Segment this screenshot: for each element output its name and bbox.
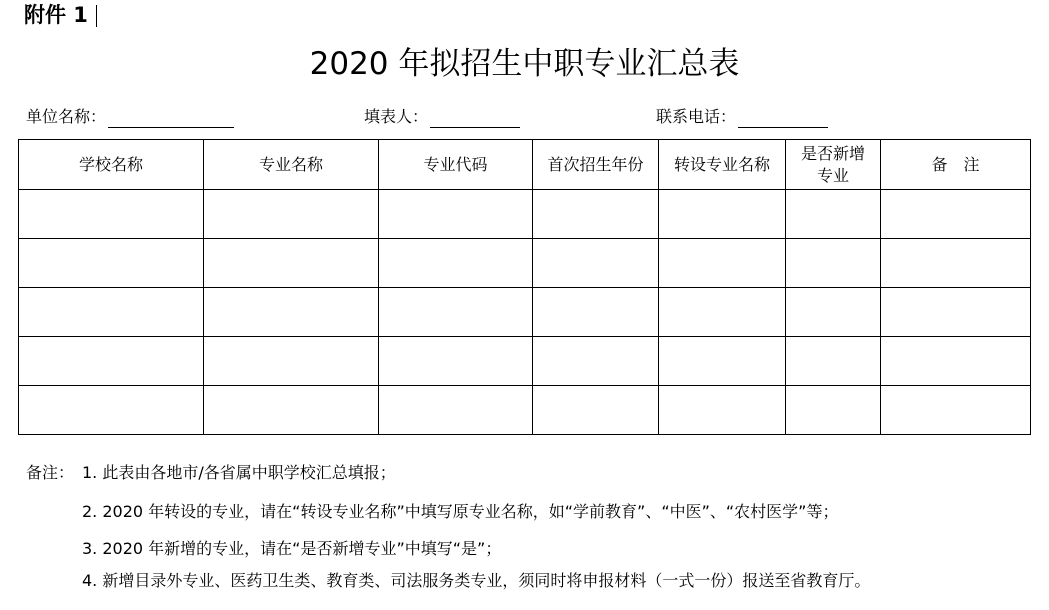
phone-field bbox=[656, 106, 828, 128]
table-cell[interactable] bbox=[659, 239, 786, 288]
table-cell[interactable] bbox=[204, 190, 379, 239]
header-is-new-major: 是否新增专业 bbox=[786, 140, 881, 190]
table-cell[interactable] bbox=[379, 288, 533, 337]
filler-field bbox=[364, 106, 520, 128]
table-cell[interactable] bbox=[659, 337, 786, 386]
attachment-label: 附件 1 bbox=[24, 3, 88, 27]
table-cell[interactable] bbox=[881, 337, 1031, 386]
header-major-name: 专业名称 bbox=[204, 140, 379, 190]
table-cell[interactable] bbox=[19, 239, 204, 288]
table-cell[interactable] bbox=[379, 386, 533, 435]
table-cell[interactable] bbox=[659, 190, 786, 239]
note-item: 1. 此表由各地市/各省属中职学校汇总填报； bbox=[82, 463, 396, 482]
notes-label: 备注： bbox=[26, 463, 75, 482]
table-cell[interactable] bbox=[786, 337, 881, 386]
phone-label: 联系电话： bbox=[656, 107, 737, 126]
table-cell[interactable] bbox=[533, 190, 659, 239]
table-cell[interactable] bbox=[659, 386, 786, 435]
table-cell[interactable] bbox=[881, 190, 1031, 239]
table-cell[interactable] bbox=[786, 386, 881, 435]
text-cursor bbox=[96, 5, 97, 27]
header-school-name: 学校名称 bbox=[19, 140, 204, 190]
header-remarks: 备 注 bbox=[881, 140, 1031, 190]
table-cell[interactable] bbox=[379, 190, 533, 239]
unit-blank[interactable] bbox=[108, 111, 234, 128]
summary-table bbox=[18, 139, 1031, 435]
table-cell[interactable] bbox=[786, 288, 881, 337]
table-row bbox=[19, 239, 1031, 288]
unit-field bbox=[26, 106, 234, 128]
table-cell[interactable] bbox=[379, 337, 533, 386]
table-cell[interactable] bbox=[204, 337, 379, 386]
table-cell[interactable] bbox=[786, 239, 881, 288]
table-cell[interactable] bbox=[881, 239, 1031, 288]
table-row bbox=[19, 337, 1031, 386]
table-cell[interactable] bbox=[533, 239, 659, 288]
table-cell[interactable] bbox=[379, 239, 533, 288]
note-item: 2. 2020 年转设的专业，请在“转设专业名称”中填写原专业名称，如“学前教育”、“中医”、“农村医学”等； bbox=[82, 502, 839, 521]
table-cell[interactable] bbox=[19, 190, 204, 239]
filler-label: 填表人： bbox=[364, 107, 429, 126]
table-cell[interactable] bbox=[19, 337, 204, 386]
header-first-enroll-year: 首次招生年份 bbox=[533, 140, 659, 190]
note-item: 3. 2020 年新增的专业，请在“是否新增专业”中填写“是”； bbox=[82, 539, 502, 558]
table-row bbox=[19, 190, 1031, 239]
table-cell[interactable] bbox=[881, 288, 1031, 337]
table-cell[interactable] bbox=[659, 288, 786, 337]
filler-blank[interactable] bbox=[430, 111, 520, 128]
document-title: 2020 年拟招生中职专业汇总表 bbox=[309, 46, 740, 82]
table-cell[interactable] bbox=[19, 288, 204, 337]
header-major-code: 专业代码 bbox=[379, 140, 533, 190]
table-cell[interactable] bbox=[533, 288, 659, 337]
table-row bbox=[19, 386, 1031, 435]
table-cell[interactable] bbox=[19, 386, 204, 435]
table-cell[interactable] bbox=[204, 239, 379, 288]
table-cell[interactable] bbox=[204, 288, 379, 337]
table-cell[interactable] bbox=[881, 386, 1031, 435]
phone-blank[interactable] bbox=[738, 111, 828, 128]
table-cell[interactable] bbox=[533, 337, 659, 386]
table-cell[interactable] bbox=[786, 190, 881, 239]
note-item: 4. 新增目录外专业、医药卫生类、教育类、司法服务类专业，须同时将申报材料（一式一份）报送至省教育厅。 bbox=[82, 571, 871, 590]
table-cell[interactable] bbox=[204, 386, 379, 435]
unit-label: 单位名称： bbox=[26, 107, 107, 126]
table-row bbox=[19, 288, 1031, 337]
header-converted-major-name: 转设专业名称 bbox=[659, 140, 786, 190]
table-header-row bbox=[19, 140, 1031, 190]
table-cell[interactable] bbox=[533, 386, 659, 435]
